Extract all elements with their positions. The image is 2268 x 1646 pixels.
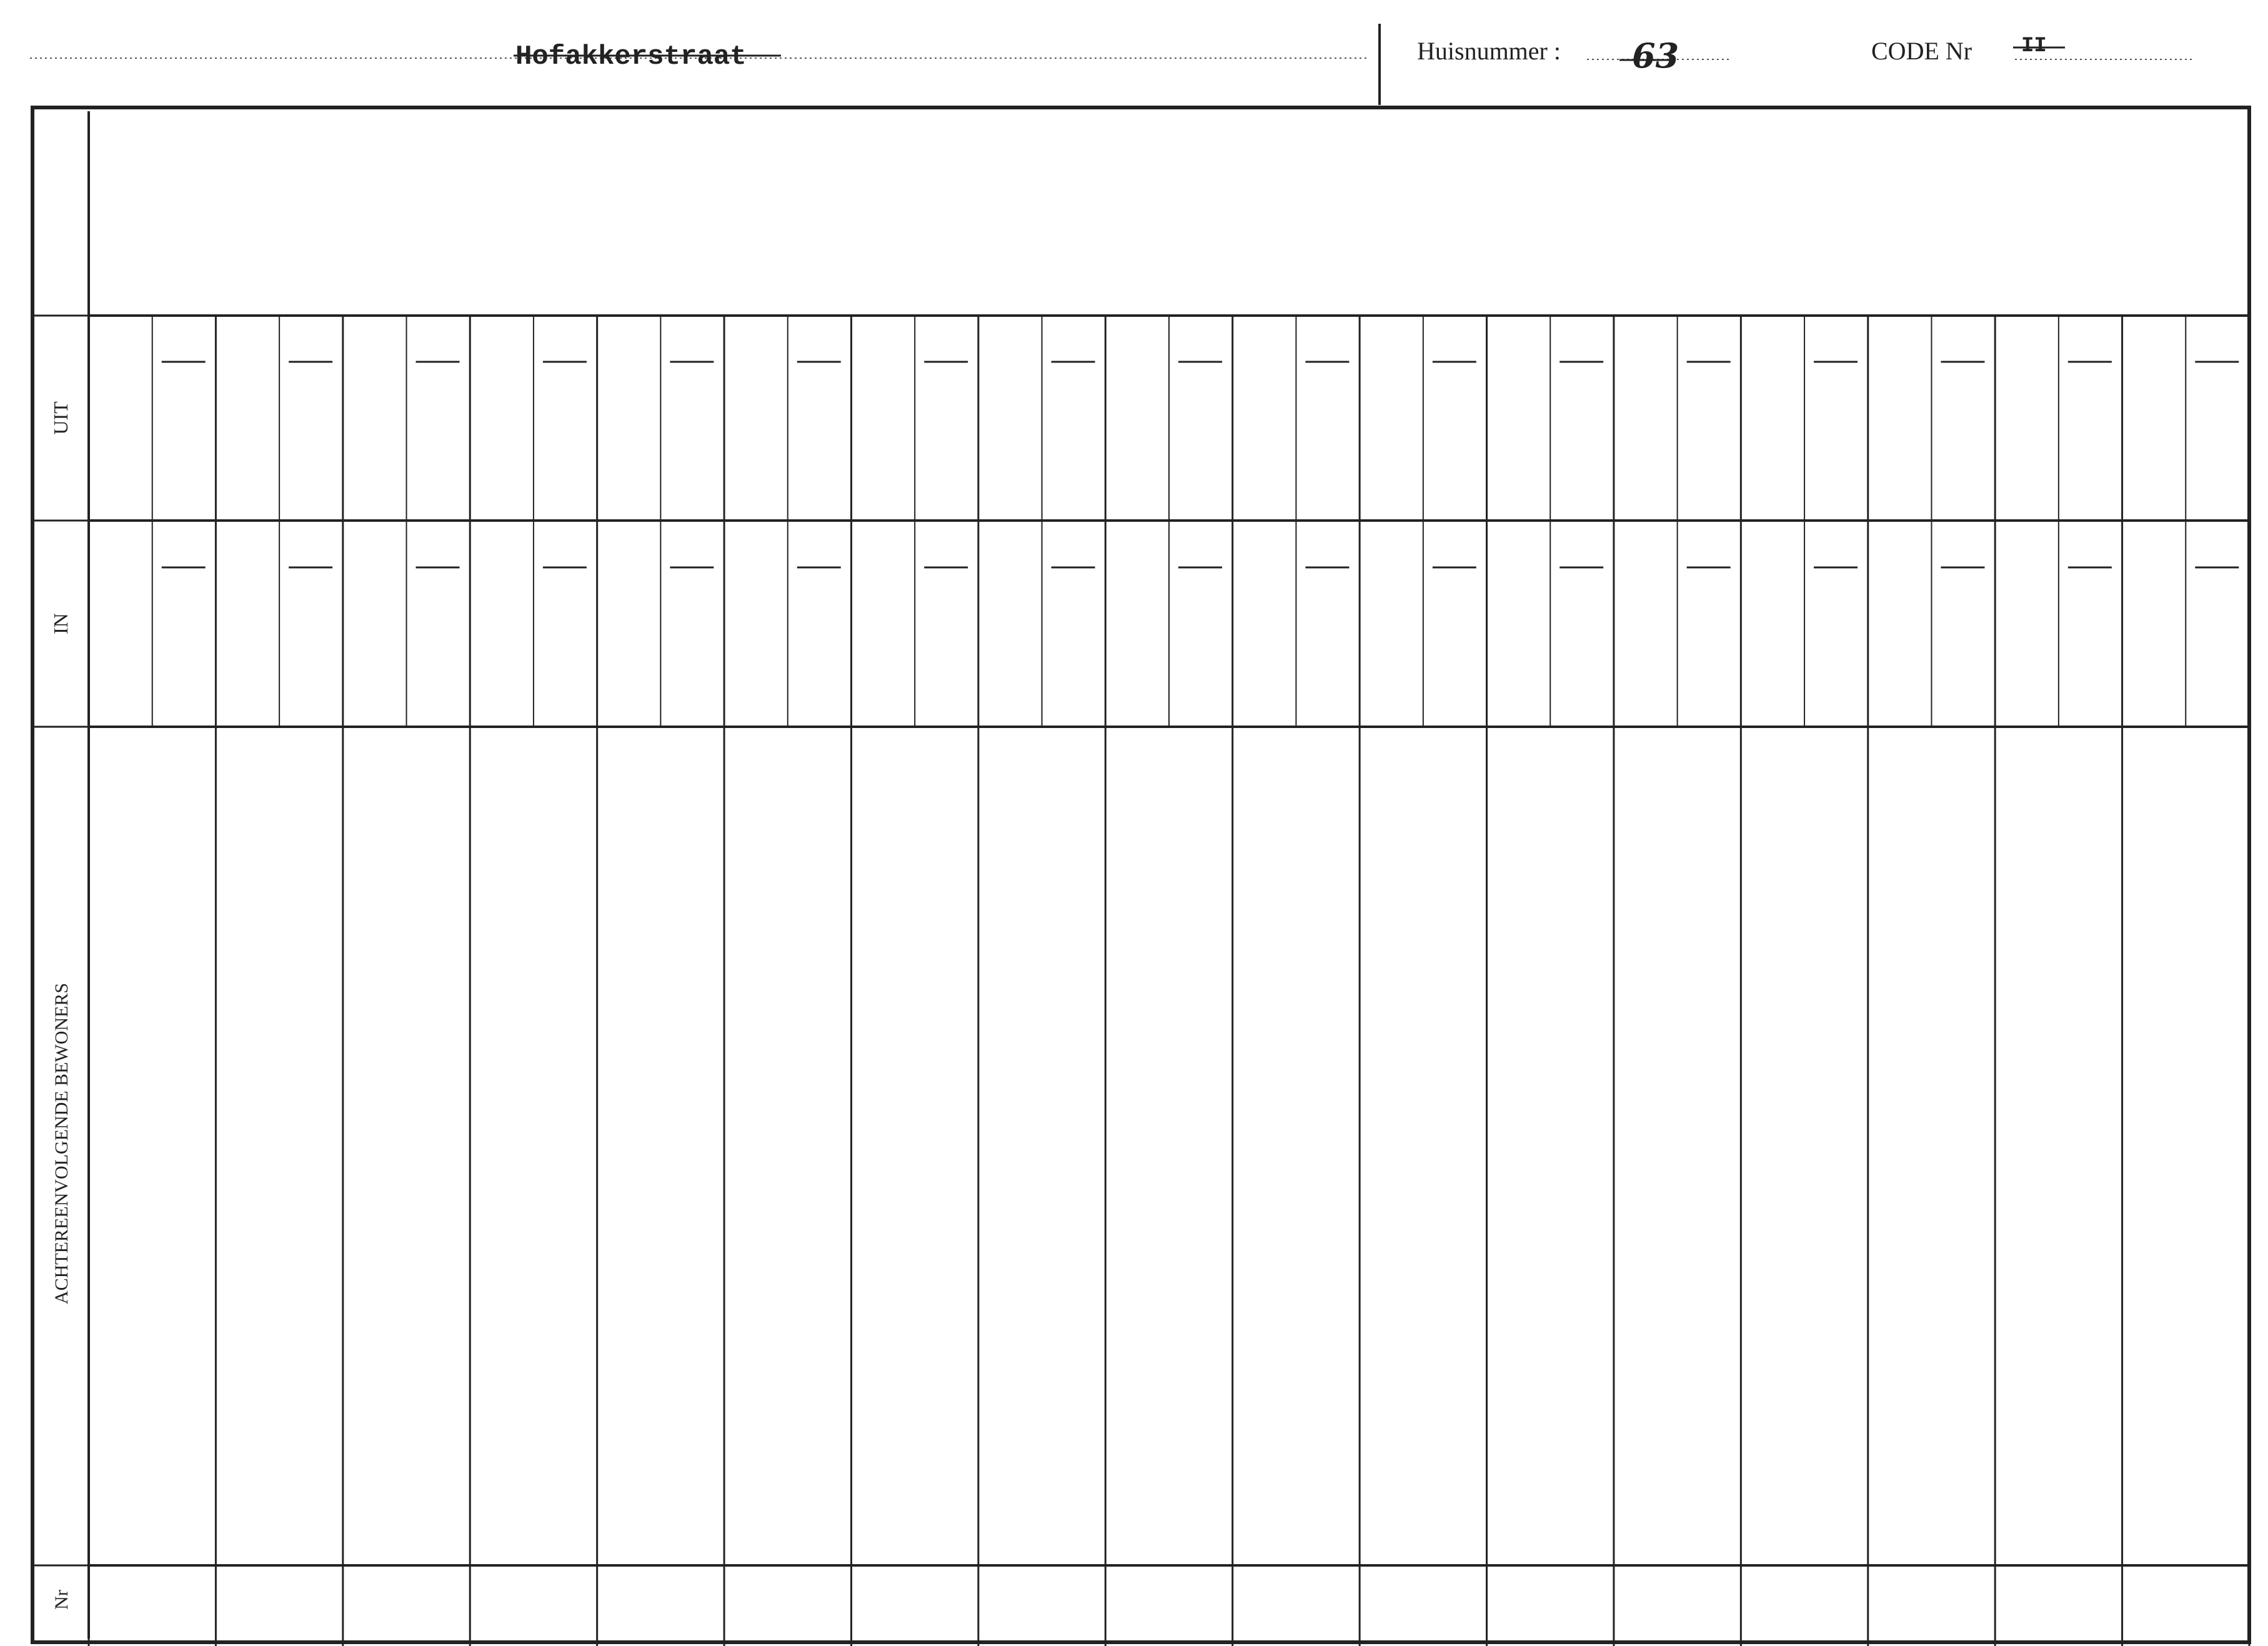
table	[32, 107, 2249, 1646]
street-name: Hofakkerstraat	[515, 41, 747, 72]
table-border	[32, 107, 2249, 1642]
house-number-value: 63	[1632, 36, 1679, 76]
in-row-label: IN	[49, 613, 72, 634]
house-number-label: Huisnummer :	[1417, 37, 1561, 65]
uit-row-label: UIT	[49, 401, 72, 435]
nr-row-label: Nr	[51, 1590, 72, 1610]
code-value: II	[2021, 34, 2047, 58]
header	[30, 24, 2193, 105]
grid-columns	[89, 316, 2249, 1646]
residents-row-label: ACHTEREENVOLGENDE BEWONERS	[51, 982, 72, 1305]
code-label: CODE Nr	[1871, 37, 1972, 65]
